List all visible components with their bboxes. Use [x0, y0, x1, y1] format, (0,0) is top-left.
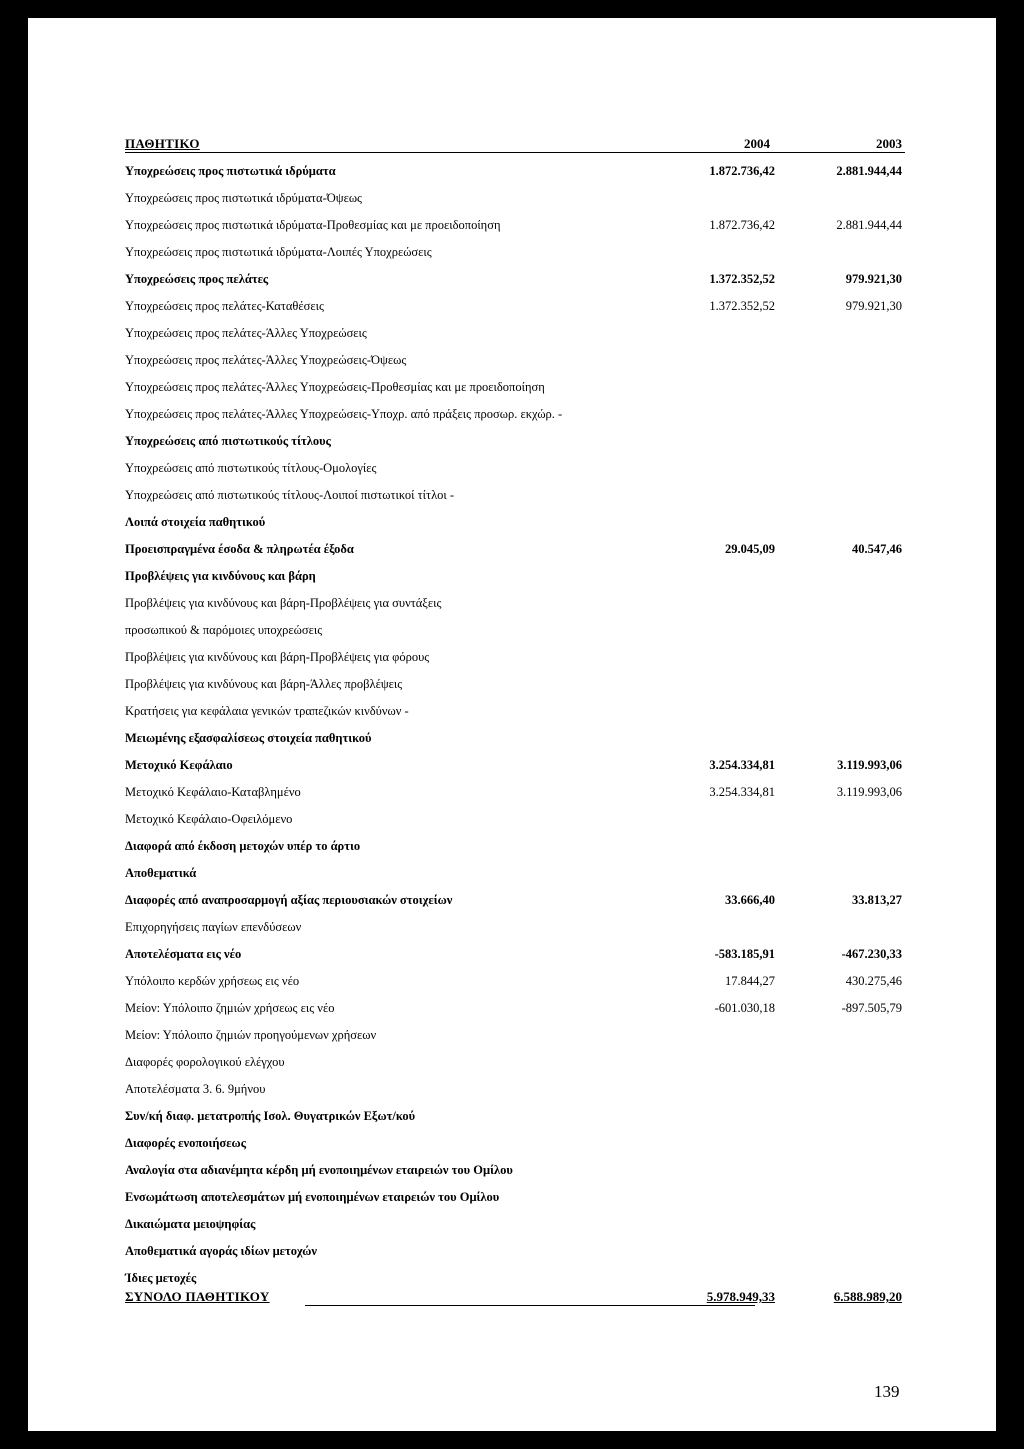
row-label: Κρατήσεις για κεφάλαια γενικών τραπεζικών κινδύνων - — [125, 704, 409, 718]
row-value-2004: 1.872.736,42 — [709, 218, 775, 232]
table-row — [125, 217, 905, 244]
row-value-2003: 2.881.944,44 — [836, 218, 902, 232]
row-label: Υποχρεώσεις προς πελάτες-Άλλες Υποχρεώσεις-Όψεως — [125, 353, 407, 367]
row-value-2004: 33.666,40 — [725, 893, 775, 907]
table-row — [125, 352, 905, 379]
row-label: Διαφορές από αναπροσαρμογή αξίας περιουσιακών στοιχείων — [125, 893, 453, 907]
header-rule — [125, 152, 905, 153]
row-label: Προβλέψεις για κινδύνους και βάρη-Προβλέψεις για συντάξεις — [125, 596, 442, 610]
row-value-2004: 1.872.736,42 — [709, 164, 775, 178]
table-row — [125, 784, 905, 811]
row-label: Διαφορά από έκδοση μετοχών υπέρ το άρτιο — [125, 839, 361, 853]
row-label: Αποτελέσματα 3. 6. 9μήνου — [125, 1082, 266, 1096]
row-label: Αναλογία στα αδιανέμητα κέρδη μή ενοποιημένων εταιρειών του Ομίλου — [125, 1163, 513, 1177]
table-row — [125, 649, 905, 676]
row-value-2003: 3.119.993,06 — [837, 758, 902, 772]
table-header — [125, 136, 905, 154]
row-label: Μείον: Υπόλοιπο ζημιών χρήσεως εις νέο — [125, 1001, 335, 1015]
row-label: Υποχρεώσεις από πιστωτικούς τίτλους — [125, 434, 331, 448]
table-row — [125, 487, 905, 514]
row-label: Αποτελέσματα εις νέο — [125, 947, 242, 961]
row-value-2003: 979.921,30 — [845, 299, 902, 313]
row-label: Αποθεματικά αγοράς ιδίων μετοχών — [125, 1244, 318, 1258]
row-label: Μετοχικό Κεφάλαιο-Καταβλημένο — [125, 785, 301, 799]
table-row — [125, 1243, 905, 1270]
page-number: 139 — [874, 1382, 900, 1401]
row-value-2004: 29.045,09 — [725, 542, 775, 556]
total-label: ΣΥΝΟΛΟ ΠΑΘΗΤΙΚΟΥ — [125, 1289, 270, 1304]
row-label: Υποχρεώσεις προς πελάτες-Άλλες Υποχρεώσεις-Υποχρ. από πράξεις προσωρ. εκχώρ. - — [125, 407, 563, 421]
table-row — [125, 1000, 905, 1027]
row-label: Υποχρεώσεις προς πελάτες-Άλλες Υποχρεώσεις — [125, 326, 367, 340]
row-label: Υποχρεώσεις προς πελάτες-Καταθέσεις — [125, 299, 324, 313]
row-value-2004: 1.372.352,52 — [709, 272, 775, 286]
row-label: Αποθεματικά — [125, 866, 197, 880]
table-row — [125, 271, 905, 298]
table-row — [125, 865, 905, 892]
row-value-2004: 3.254.334,81 — [709, 758, 775, 772]
row-value-2003: 979.921,30 — [845, 272, 902, 286]
table-row — [125, 568, 905, 595]
row-label: Υποχρεώσεις προς πιστωτικά ιδρύματα-Όψεως — [125, 191, 363, 205]
table-row — [125, 1189, 905, 1216]
row-label: Μετοχικό Κεφάλαιο — [125, 758, 233, 772]
row-label: Προβλέψεις για κινδύνους και βάρη — [125, 569, 316, 583]
row-label: Μείον: Υπόλοιπο ζημιών προηγούμενων χρήσεων — [125, 1028, 377, 1042]
table-row — [125, 460, 905, 487]
total-rule — [305, 1305, 755, 1306]
row-value-2004: 1.372.352,52 — [709, 299, 775, 313]
table-row — [125, 730, 905, 757]
row-label: Υποχρεώσεις προς πιστωτικά ιδρύματα-Λοιπές Υποχρεώσεις — [125, 245, 432, 259]
table-row — [125, 1162, 905, 1189]
row-value-2003: -897.505,79 — [841, 1001, 902, 1015]
row-label: Ενσωμάτωση αποτελεσμάτων μή ενοποιημένων εταιρειών του Ομίλου — [125, 1190, 500, 1204]
row-label: προσωπικού & παρόμοιες υποχρεώσεις — [125, 623, 323, 637]
table-row — [125, 514, 905, 541]
row-label: Υποχρεώσεις προς πιστωτικά ιδρύματα-Προθεσμίας και με προειδοποίηση — [125, 218, 501, 232]
table-row — [125, 973, 905, 1000]
row-label: Προεισπραγμένα έσοδα & πληρωτέα έξοδα — [125, 542, 354, 556]
table-row — [125, 433, 905, 460]
table-row — [125, 244, 905, 271]
table-row — [125, 703, 905, 730]
table-row — [125, 892, 905, 919]
table-row — [125, 298, 905, 325]
row-label: Λοιπά στοιχεία παθητικού — [125, 515, 266, 529]
table-row — [125, 1081, 905, 1108]
total-value-2003: 6.588.989,20 — [833, 1289, 902, 1304]
row-label: Δικαιώματα μειοψηφίας — [125, 1217, 256, 1231]
table-row — [125, 1216, 905, 1243]
row-value-2003: 40.547,46 — [852, 542, 902, 556]
table-row — [125, 190, 905, 217]
row-value-2003: 430.275,46 — [845, 974, 902, 988]
table-row — [125, 676, 905, 703]
row-value-2004: 3.254.334,81 — [709, 785, 775, 799]
row-label: Υποχρεώσεις από πιστωτικούς τίτλους-Λοιποί πιστωτικοί τίτλοι - — [125, 488, 455, 502]
table-row — [125, 406, 905, 433]
row-label: Προβλέψεις για κινδύνους και βάρη-Άλλες προβλέψεις — [125, 677, 403, 691]
table-row — [125, 1108, 905, 1135]
row-label: Διαφορές φορολογικού ελέγχου — [125, 1055, 285, 1069]
row-label: Υποχρεώσεις προς πελάτες — [125, 272, 269, 286]
year-column-2003: 2003 — [876, 136, 902, 151]
row-value-2004: 17.844,27 — [725, 974, 775, 988]
row-label: Μετοχικό Κεφάλαιο-Οφειλόμενο — [125, 812, 293, 826]
section-title: ΠΑΘΗΤΙΚΟ — [125, 136, 200, 151]
table-row — [125, 163, 905, 190]
table-row — [125, 811, 905, 838]
year-column-2004: 2004 — [744, 136, 770, 151]
row-label: Συν/κή διαφ. μετατροπής Ισολ. Θυγατρικών Εξωτ/κού — [125, 1109, 416, 1123]
row-value-2004: -601.030,18 — [714, 1001, 775, 1015]
row-label: Υποχρεώσεις προς πελάτες-Άλλες Υποχρεώσεις-Προθεσμίας και με προειδοποίηση — [125, 380, 545, 394]
row-label: Υποχρεώσεις από πιστωτικούς τίτλους-Ομολογίες — [125, 461, 377, 475]
total-value-2004: 5.978.949,33 — [706, 1289, 775, 1304]
liabilities-table — [125, 163, 905, 1297]
row-value-2003: 2.881.944,44 — [836, 164, 902, 178]
table-row — [125, 1135, 905, 1162]
total-row — [125, 1289, 905, 1307]
table-row — [125, 838, 905, 865]
row-label: Ίδιες μετοχές — [125, 1271, 197, 1285]
table-row — [125, 757, 905, 784]
row-value-2003: -467.230,33 — [841, 947, 902, 961]
row-label: Διαφορές ενοποιήσεως — [125, 1136, 246, 1150]
table-row — [125, 622, 905, 649]
row-value-2004: -583.185,91 — [714, 947, 775, 961]
table-row — [125, 595, 905, 622]
row-label: Επιχορηγήσεις παγίων επενδύσεων — [125, 920, 302, 934]
row-label: Υπόλοιπο κερδών χρήσεως εις νέο — [125, 974, 300, 988]
table-row — [125, 1027, 905, 1054]
row-label: Υποχρεώσεις προς πιστωτικά ιδρύματα — [125, 164, 336, 178]
table-row — [125, 919, 905, 946]
table-row — [125, 1054, 905, 1081]
table-row — [125, 379, 905, 406]
table-row — [125, 541, 905, 568]
row-value-2003: 33.813,27 — [852, 893, 902, 907]
row-value-2003: 3.119.993,06 — [836, 785, 902, 799]
row-label: Μειωμένης εξασφαλίσεως στοιχεία παθητικού — [125, 731, 372, 745]
row-label: Προβλέψεις για κινδύνους και βάρη-Προβλέψεις για φόρους — [125, 650, 430, 664]
table-row — [125, 946, 905, 973]
table-row — [125, 325, 905, 352]
